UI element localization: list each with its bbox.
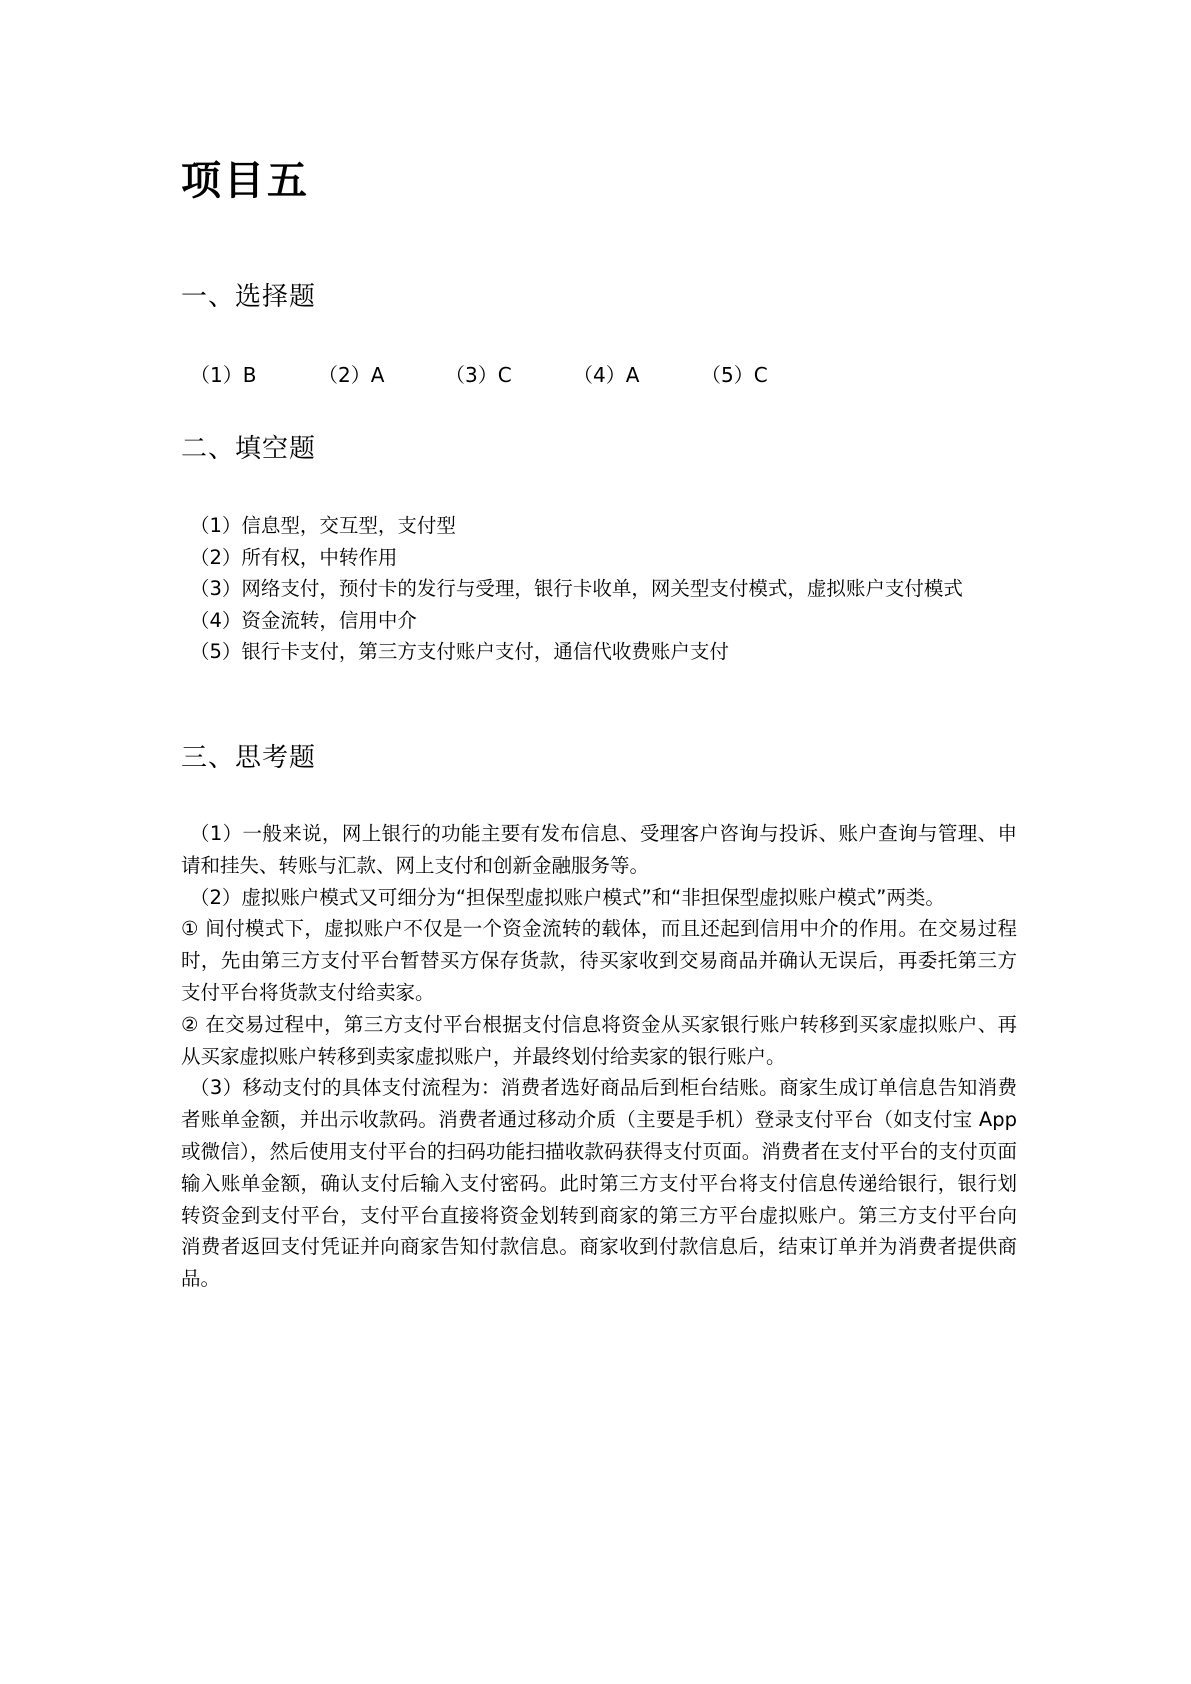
section-heading-thinking: 三、思考题 (181, 743, 317, 773)
thinking-paragraph-2: （2）虚拟账户模式又可细分为“担保型虚拟账户模式”和“非担保型虚拟账户模式”两类。 (190, 885, 945, 909)
choice-answer-3: （3）C (445, 363, 512, 387)
choice-answer-5: （5）C (701, 363, 768, 387)
fill-answer-4: （4）资金流转，信用中介 (190, 608, 417, 632)
fill-answer-2: （2）所有权，中转作用 (190, 545, 398, 569)
fill-answer-3: （3）网络支付，预付卡的发行与受理，银行卡收单，网关型支付模式，虚拟账户支付模式 (190, 577, 963, 600)
thinking-paragraph-4: ② 在交易过程中，第三方支付平台根据支付信息将资金从买家银行账户转移到买家虚拟账户、再从买家虚拟账户转移到卖家虚拟账户，并最终划付给卖家的银行账户。 (181, 1012, 1017, 1068)
fill-answer-1: （1）信息型，交互型，支付型 (190, 514, 456, 537)
choice-answer-1: （1）B (190, 363, 257, 387)
section-heading-fill: 二、填空题 (181, 434, 317, 464)
fill-answers-list (190, 510, 963, 668)
document-title: 项目五 (181, 158, 310, 204)
section-heading-choice: 一、选择题 (181, 282, 317, 312)
thinking-paragraph-5: （3）移动支付的具体支付流程为：消费者选好商品后到柜台结账。商家生成订单信息告知消费者账单金额，并出示收款码。消费者通过移动介质（主要是手机）登录支付平台（如支付宝 App 或微信），然后使用支付平台的扫码功能扫描收款码获得支付页面。消费者在支付平台的支付页面输入账单金额，确认支付后输入支付密码。此时第三方支付平台将支付信息传递给银行，银行划转资金到支付平台，支付平台直接将资金划转到商家的第三方平台虚拟账户。第三方支付平台向消费者返回支付凭证并向商家告知付款信息。商家收到付款信息后，结束订单并为消费者提供商品。 (181, 1076, 1017, 1291)
choice-answer-4: （4）A (573, 363, 640, 387)
thinking-answers (181, 818, 1017, 1295)
thinking-paragraph-1: （1）一般来说，网上银行的功能主要有发布信息、受理客户咨询与投诉、账户查询与管理、申请和挂失、转账与汇款、网上支付和创新金融服务等。 (181, 822, 1017, 877)
choice-answer-2: （2）A (318, 363, 385, 387)
fill-answer-5: （5）银行卡支付，第三方支付账户支付，通信代收费账户支付 (190, 640, 729, 663)
thinking-paragraph-3: ① 间付模式下，虚拟账户不仅是一个资金流转的载体，而且还起到信用中介的作用。在交易过程时，先由第三方支付平台暂替买方保存货款，待买家收到交易商品并确认无误后，再委托第三方支付平台将货款支付给卖家。 (181, 917, 1017, 1004)
